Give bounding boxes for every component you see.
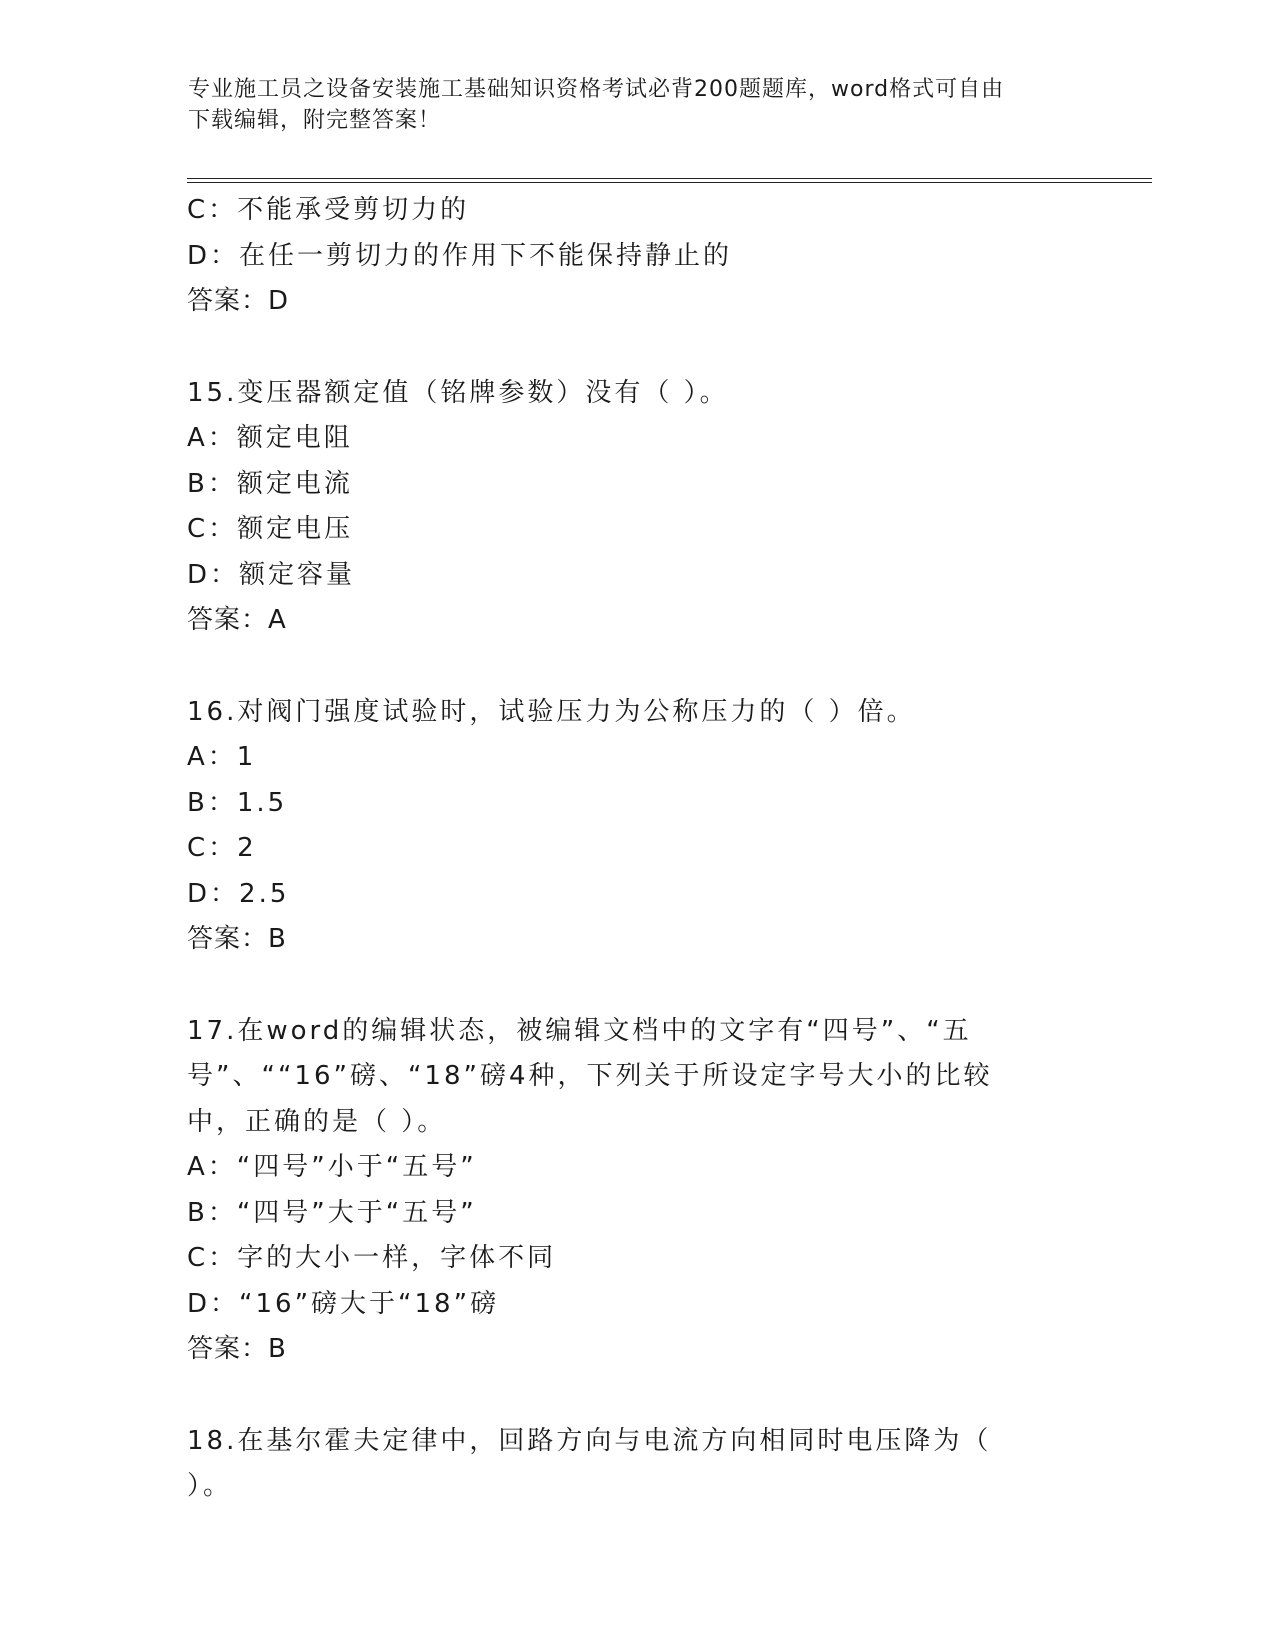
question-stem: 15.变压器额定值（铭牌参数）没有（ ）。	[187, 377, 729, 408]
header-title-line-1: 专业施工员之设备安装施工基础知识资格考试必背200题题库，word格式可自由	[188, 77, 1005, 102]
option-a: A：1	[187, 742, 257, 772]
option-b: B：额定电流	[187, 468, 353, 499]
question-stem: 18.在基尔霍夫定律中，回路方向与电流方向相同时电压降为（ ）。	[187, 1425, 992, 1501]
option-d: D：额定容量	[187, 559, 356, 590]
spacer	[187, 963, 1087, 1009]
option-c: C：不能承受剪切力的	[187, 195, 470, 225]
header-divider	[187, 178, 1152, 179]
spacer	[187, 644, 1087, 690]
document-header	[188, 74, 1068, 136]
question-block-17	[187, 1009, 1087, 1373]
question-block-15	[187, 371, 1087, 644]
option-a: A：“四号”小于“五号”	[187, 1152, 477, 1182]
header-divider-double	[187, 182, 1152, 183]
option-b: B：1.5	[187, 787, 288, 818]
answer-line: 答案：B	[187, 1334, 287, 1364]
question-stem: 16.对阀门强度试验时，试验压力为公称压力的（ ）倍。	[187, 696, 916, 727]
answer-line: 答案：D	[187, 286, 290, 316]
option-c: C：2	[187, 833, 257, 863]
option-d: D：“16”磅大于“18”磅	[187, 1288, 500, 1319]
question-block-18	[187, 1419, 1087, 1510]
question-block-16	[187, 690, 1087, 963]
option-c: C：额定电压	[187, 514, 354, 544]
header-title-line-2: 下载编辑，附完整答案！	[188, 108, 442, 133]
question-stem: 17.在word的编辑状态，被编辑文档中的文字有“四号”、“五号”、““16”磅、“18”磅4种，下列关于所设定字号大小的比较中，正确的是（ ）。	[187, 1015, 993, 1137]
question-list	[187, 188, 1087, 1510]
question-block-14-continued	[187, 188, 1087, 325]
option-c: C：字的大小一样，字体不同	[187, 1243, 557, 1273]
spacer	[187, 325, 1087, 371]
answer-line: 答案：A	[187, 605, 287, 635]
option-a: A：额定电阻	[187, 423, 353, 453]
answer-line: 答案：B	[187, 924, 287, 954]
option-d: D：2.5	[187, 878, 290, 909]
spacer	[187, 1373, 1087, 1419]
option-b: B：“四号”大于“五号”	[187, 1197, 477, 1228]
option-d: D：在任一剪切力的作用下不能保持静止的	[187, 240, 733, 271]
